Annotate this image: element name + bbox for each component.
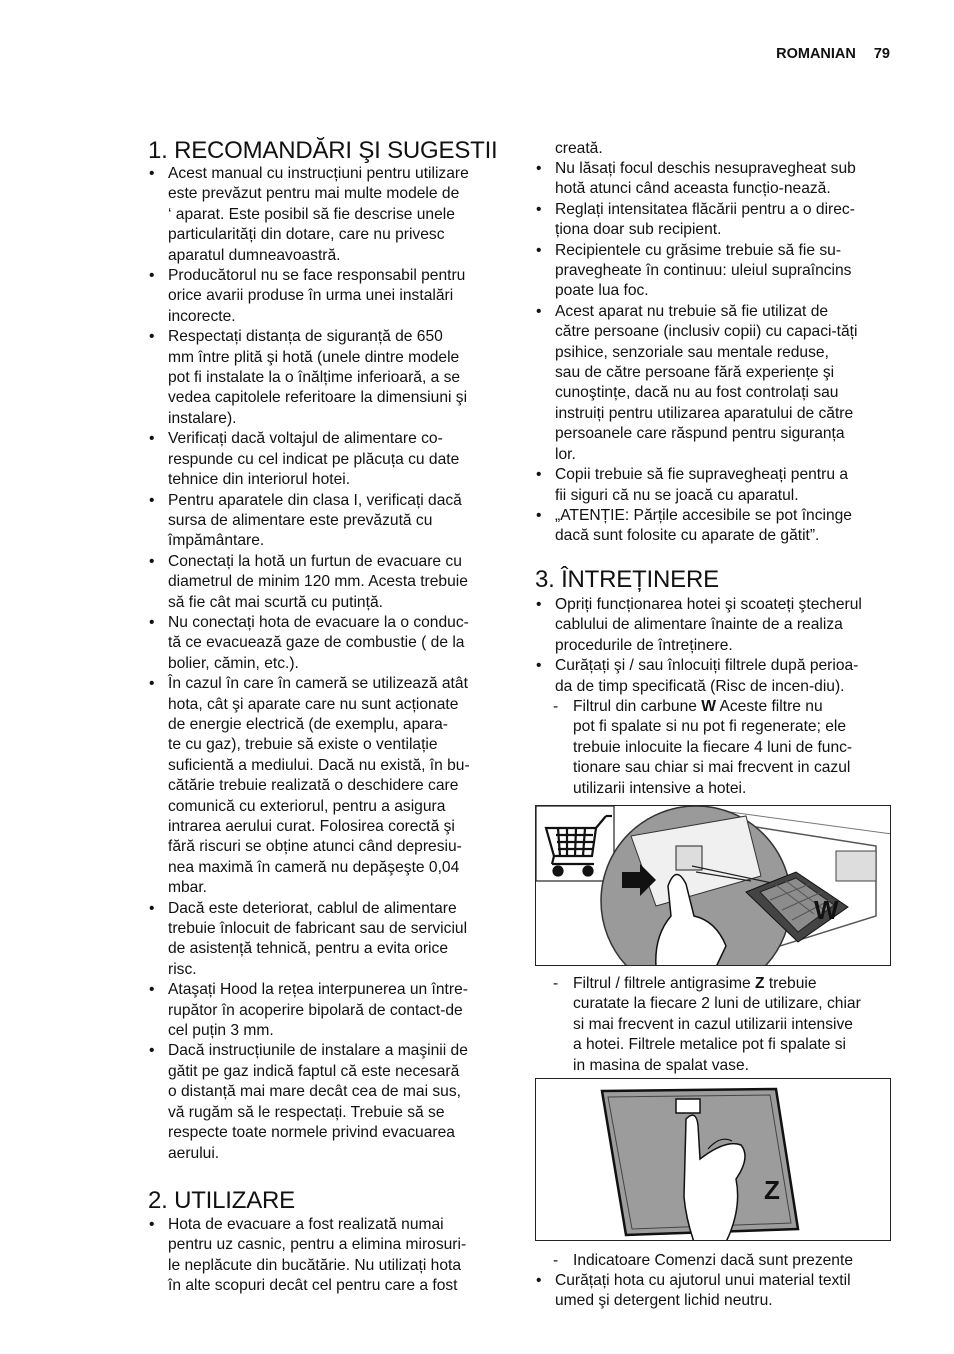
carbon-pre: Filtrul din carbune [573, 698, 702, 715]
carbon-post: Aceste filtre nu [716, 698, 823, 715]
grease-filter-text: - Filtrul / filtrele antigrasime Z trebuie curatate la fiecare 2 luni de utilizare, chiar si mai frecvent in cazul utilizarii intensive a hotei. Filtrele metalice pot fi spalate si in masina de spalat vase. [553, 975, 861, 1074]
list-item: • Verificați dacă voltajul de alimentare co- respunde cu cel indicat pe plăcuța cu date tehnice din interiorul hotei. [146, 429, 506, 490]
list-item: • În cazul în care în cameră se utilizează atât hota, cât şi aparate care nu sunt acționate de energie electrică (de exemplu, apara- te cu gaz), trebuie să existe o ventilație suficientă a mediului. Dacă nu există, în bu- cătărie trebuie realizată o deschidere care comunică cu exteriorul, pentru a asigura intrarea aerului curat. Folosirea corectă şi fără riscuri se obține atunci când depresiu- nea maximă în cameră nu depăşeşte 0,04 mbar. [146, 674, 506, 898]
list-item: • „ATENȚIE: Părțile accesibile se pot încinge dacă sunt folosite cu aparate de gătit”. [533, 506, 893, 547]
list-item: • Nu lăsați focul deschis nesupravegheat sub hotă atunci când aceasta funcțio-nează. [533, 159, 893, 200]
section1-title: 1. RECOMANDĂRI ŞI SUGESTII [148, 137, 498, 164]
grease-filter-illustration [536, 1079, 891, 1241]
grease-post: trebuie [764, 975, 817, 992]
carbon-filter-text: - Filtrul din carbune W Aceste filtre nu pot fi spalate si nu pot fi regenerate; ele trebuie inlocuite la fiecare 4 luni de func- tionare sau chiar si mai frecvent in cazul utilizarii intensive a hotei. [553, 698, 853, 797]
list-item: • Pentru aparatele din clasa I, verificați dacă sursa de alimentare este prevăzută cu împământare. [146, 491, 506, 552]
carbon-letter: W [701, 698, 716, 715]
list-item: • Ataşați Hood la rețea interpunerea un între- rupător în acoperire bipolară de contact-de cel puțin 3 mm. [146, 980, 506, 1041]
grease-filter-figure [535, 1078, 891, 1241]
section2-list-left [146, 1215, 506, 1297]
list-item: • Conectați la hotă un furtun de evacuare cu diametrul de minim 120 mm. Acesta trebuie să fie cât mai scurtă cu putință. [146, 552, 506, 613]
list-item: • Dacă este deteriorat, cablul de alimentare trebuie înlocuit de fabricant sau de serviciul de asistență tehnică, pentru a evita orice risc. [146, 899, 506, 981]
list-item: • Respectați distanța de siguranță de 650 mm între plită şi hotă (unele dintre modele pot fi instalate la o înălțime inferioară, a se vedea capitolele referitoare la dimensiuni şi instalare). [146, 327, 506, 429]
carbon-filter-illustration [536, 806, 891, 966]
indicator-label: Indicatoare Comenzi dacă sunt prezente [573, 1252, 853, 1269]
indicator-text: - Indicatoare Comenzi dacă sunt prezente [533, 1251, 933, 1271]
section2-list-right [533, 159, 893, 547]
list-item: • Hota de evacuare a fost realizată numai pentru uz casnic, pentru a elimina mirosuri- le neplăcute din bucătărie. Nu utilizați hota în alte scopuri decât cel pentru care a fost [146, 1215, 506, 1297]
list-item: • Recipientele cu grăsime trebuie să fie su- pravegheate în continuu: uleiul supraîncins poate lua foc. [533, 241, 893, 302]
section3-last-list [533, 1271, 893, 1312]
list-item: • Producătorul nu se face responsabil pentru orice avarii produse în urma unei instalări incorecte. [146, 266, 506, 327]
figure-z-label: Z [764, 1175, 780, 1205]
grease-letter: Z [754, 975, 765, 992]
carbon-filter-figure [535, 805, 891, 966]
list-item: • Curățați şi / sau înlocuiți filtrele după perioa- da de timp specificată (Risc de incen-diu). [533, 656, 893, 697]
list-item: • Nu conectați hota de evacuare la o conduc- tă ce evacuează gaze de combustie ( de la bolier, cămin, etc.). [146, 613, 506, 674]
section2-title: 2. UTILIZARE [148, 1187, 295, 1214]
continued-text: creată. [555, 140, 603, 157]
section3-list [533, 595, 893, 697]
section3-title: 3. ÎNTREȚINERE [535, 566, 719, 593]
list-item: • Dacă instrucțiunile de instalare a maşinii de gătit pe gaz indică faptul că este necesară o distanță mai mare decât cea de mai sus, vă rugăm să le respectați. Trebuie să se respecte toate normele privind evacuarea aerului. [146, 1041, 506, 1163]
list-item: • Copii trebuie să fie supravegheați pentru a fii siguri că nu se joacă cu aparatul. [533, 465, 893, 506]
list-item: • Acest aparat nu trebuie să fie utilizat de către persoane (inclusiv copii) cu capaci-tăți psihice, senzoriale sau mentale reduse, sau de către persoane fără experiențe şi cunoştințe, dacă nu au fost controlați sau instruiți pentru utilizarea aparatului de către persoanele care răspund pentru siguranța lor. [533, 302, 893, 465]
list-item: • Opriți funcționarea hotei şi scoateți ştecherul cablului de alimentare înainte de a realiza procedurile de întreținere. [533, 595, 893, 656]
figure-w-label: W [814, 895, 839, 925]
grease-pre: Filtrul / filtrele antigrasime [573, 975, 755, 992]
page-number: 79 [873, 46, 890, 62]
list-item: • Curățați hota cu ajutorul unui material textil umed şi detergent lichid neutru. [533, 1271, 893, 1312]
language-label: ROMANIAN [776, 46, 856, 62]
page-header [776, 46, 890, 62]
list-item: • Acest manual cu instrucțiuni pentru utilizare este prevăzut pentru mai multe modele de ‘ aparat. Este posibil să fie descrise unele particularități din dotare, care nu privesc aparatul dumneavoastră. [146, 164, 506, 266]
list-item: • Reglați intensitatea flăcării pentru a o direc- ționa doar sub recipient. [533, 200, 893, 241]
section1-list [146, 164, 506, 1164]
